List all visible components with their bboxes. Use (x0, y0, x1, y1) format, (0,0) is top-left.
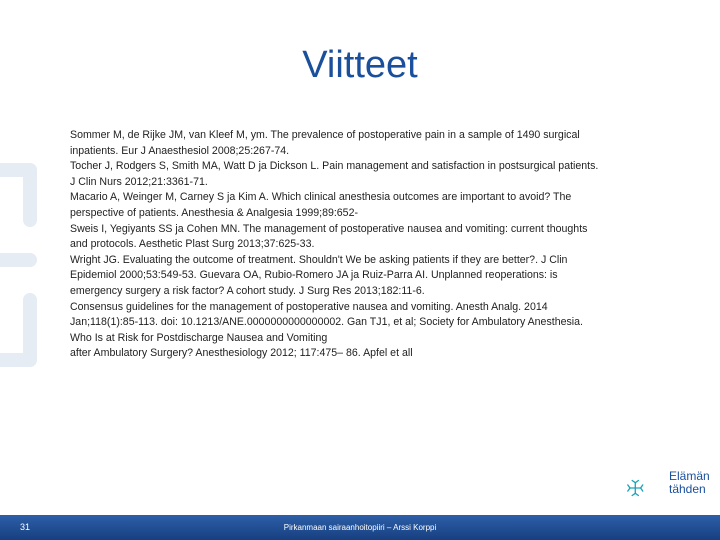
reference-line: Wright JG. Evaluating the outcome of treatment. Shouldn't We be asking patients if they are better?. J Clin (70, 253, 568, 266)
reference-line: Who Is at Risk for Postdischarge Nausea and Vomiting (70, 331, 328, 344)
page-number: 31 (20, 522, 31, 532)
reference-line: Tocher J, Rodgers S, Smith MA, Watt D ja Dickson L. Pain management and satisfaction in postsurgical patients. (70, 160, 599, 173)
logo-line-2: tähden (669, 482, 706, 496)
reference-line: perspective of patients. Anesthesia & Analgesia 1999;89:652- (70, 206, 358, 219)
reference-line: Sweis I, Yegiyants SS ja Cohen MN. The management of postoperative nausea and vomiting: current thoughts (70, 222, 588, 235)
reference-line: Jan;118(1):85-113. doi: 10.1213/ANE.0000000000000002. Gan TJ1, et al; Society for Ambulatory Anesthesia. (70, 316, 583, 329)
snowflake-cross-icon (626, 468, 668, 508)
logo-wordmark (669, 470, 710, 496)
logo-line-1: Elämän (669, 469, 710, 483)
watermark-logo-icon (0, 150, 50, 380)
slide-title: Viitteet (302, 44, 418, 86)
reference-line: emergency surgery a risk factor? A cohort study. J Surg Res 2013;182:11-6. (70, 284, 425, 297)
footer-bar (0, 515, 720, 540)
reference-line: Epidemiol 2000;53:549-53. Guevara OA, Rubio-Romero JA ja Ruiz-Parra AI. Unplanned reoperations: is (70, 269, 558, 282)
footer-text: Pirkanmaan sairaanhoitopiiri – Arssi Korppi (283, 523, 437, 532)
reference-list (70, 128, 670, 362)
reference-line: J Clin Nurs 2012;21:3361-71. (70, 175, 208, 188)
reference-line: Consensus guidelines for the management of postoperative nausea and vomiting. Anesth Analg. 2014 (70, 300, 548, 313)
reference-line: Macario A, Weinger M, Carney S ja Kim A. Which clinical anesthesia outcomes are important to avoid? The (70, 191, 572, 204)
reference-line: inpatients. Eur J Anaesthesiol 2008;25:267-74. (70, 144, 290, 157)
reference-line: and protocols. Aesthetic Plast Surg 2013;37:625-33. (70, 238, 315, 251)
reference-line: Sommer M, de Rijke JM, van Kleef M, ym. The prevalence of postoperative pain in a sample of 1490 surgical (70, 129, 580, 141)
reference-line: after Ambulatory Surgery? Anesthesiology 2012; 117:475– 86. Apfel et all (70, 347, 413, 360)
